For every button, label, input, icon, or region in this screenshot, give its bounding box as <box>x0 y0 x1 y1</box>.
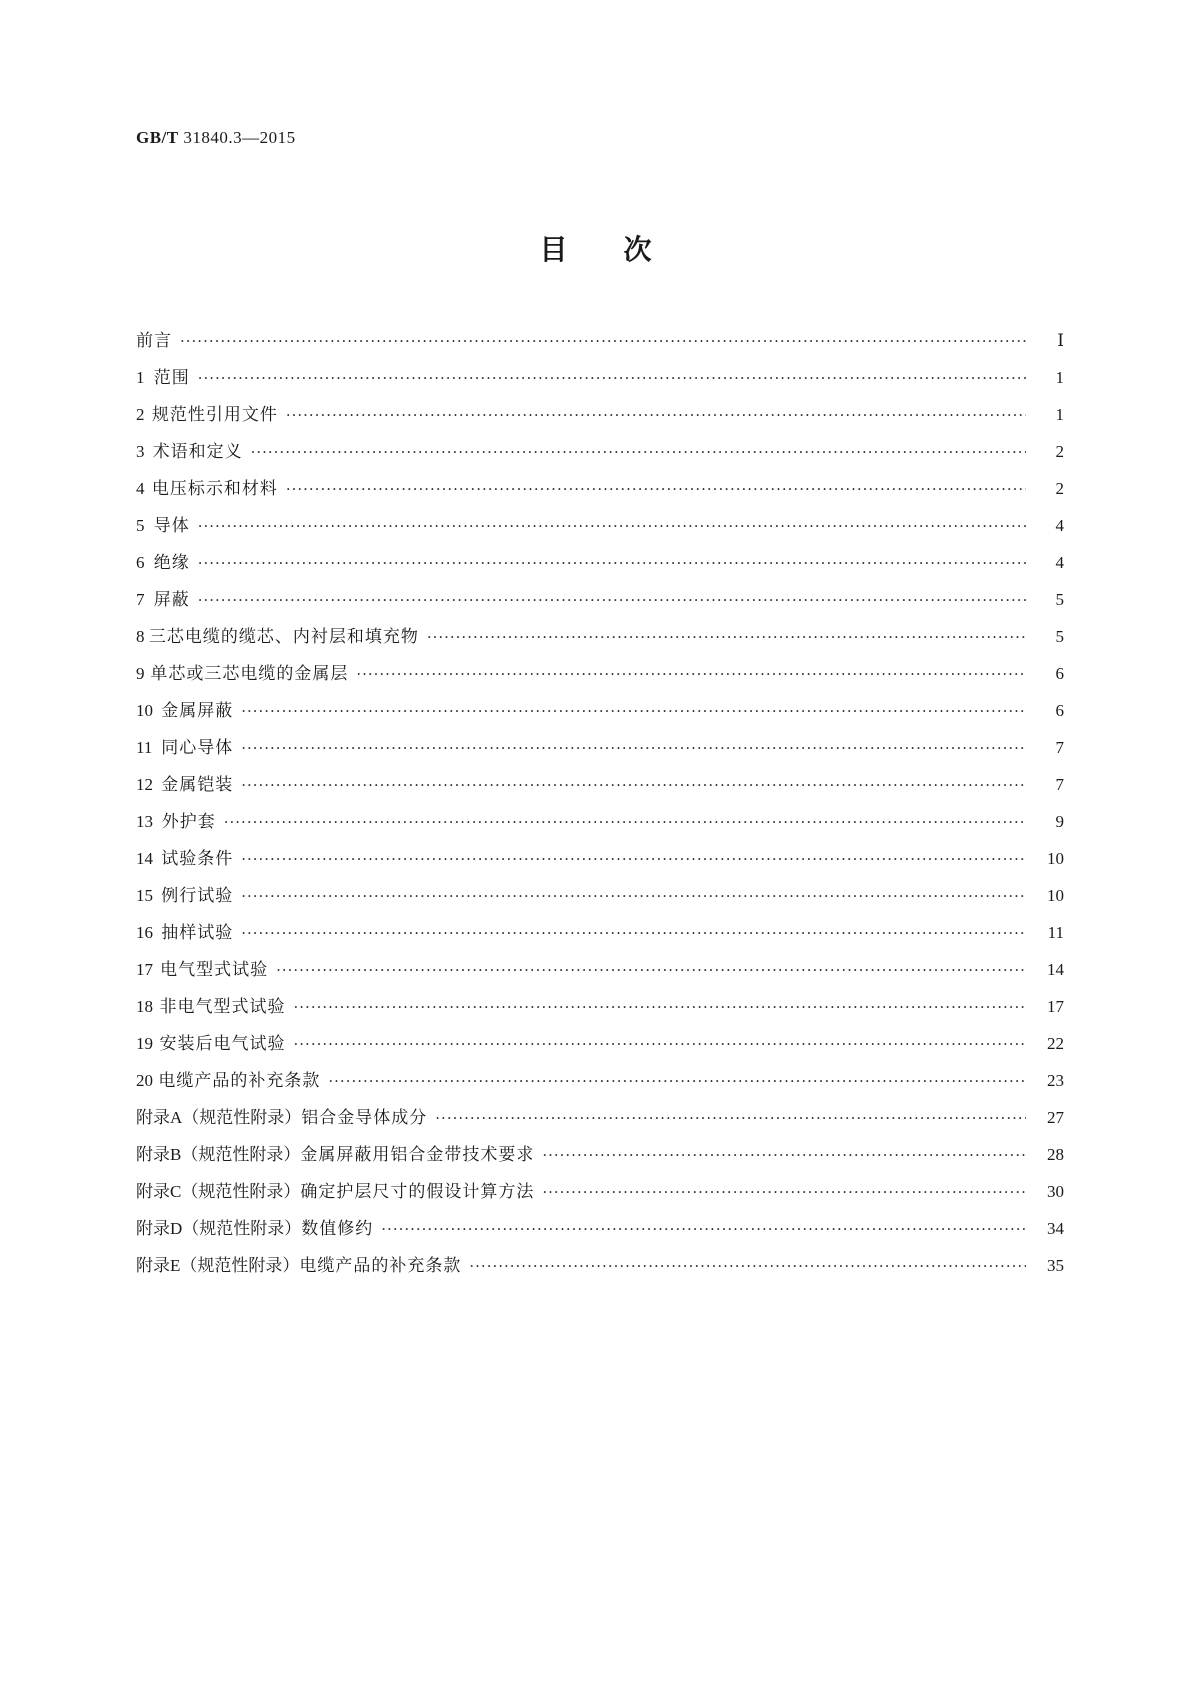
toc-entry[interactable] <box>136 844 1064 881</box>
toc-entry-title: 安装后电气试验 <box>159 1034 286 1054</box>
toc-entry-number: 18 <box>136 997 153 1016</box>
toc-entry-page: 7 <box>1055 738 1064 757</box>
toc-entry-title: 非电气型式试验 <box>159 997 286 1017</box>
toc-entry-number: 10 <box>136 701 153 720</box>
toc-entry-title: 例行试验 <box>161 886 234 906</box>
toc-entry-page: 1 <box>1055 405 1064 424</box>
toc-dot-leader <box>356 665 1026 683</box>
toc-entry[interactable] <box>136 1103 1064 1140</box>
toc-entry[interactable] <box>136 548 1064 585</box>
toc-entry-number: 15 <box>136 886 153 905</box>
toc-entry-number: 13 <box>136 812 153 831</box>
toc-entry-number: 6 <box>136 553 145 572</box>
toc-entry-page: 6 <box>1055 664 1064 683</box>
toc-entry-number: 17 <box>136 960 153 979</box>
toc-dot-leader <box>427 628 1026 646</box>
page-title: 目次 <box>539 233 708 266</box>
toc-dot-leader <box>224 813 1026 831</box>
toc-dot-leader <box>276 961 1026 979</box>
toc-entry-title: 屏蔽 <box>153 590 190 610</box>
toc-dot-leader <box>241 739 1026 757</box>
toc-dot-leader <box>542 1183 1026 1201</box>
toc-entry[interactable] <box>136 400 1064 437</box>
standard-number <box>136 128 296 148</box>
toc-entry-page: 30 <box>1047 1182 1064 1201</box>
toc-entry-number: 11 <box>136 738 153 757</box>
toc-entry-title: 电缆产品的补充条款 <box>299 1256 462 1276</box>
toc-entry[interactable] <box>136 437 1064 474</box>
toc-entry-title: 试验条件 <box>161 849 234 869</box>
toc-entry[interactable] <box>136 1214 1064 1251</box>
toc-entry-page: 4 <box>1055 516 1064 535</box>
toc-dot-leader <box>180 332 1026 350</box>
table-of-contents <box>136 326 1064 1288</box>
toc-entry-page: 1 <box>1055 368 1064 387</box>
toc-dot-leader <box>294 998 1026 1016</box>
toc-entry[interactable] <box>136 696 1064 733</box>
toc-entry-title: 三芯电缆的缆芯、内衬层和填充物 <box>148 627 419 647</box>
toc-entry[interactable] <box>136 955 1064 992</box>
toc-dot-leader <box>294 1035 1026 1053</box>
toc-entry[interactable] <box>136 992 1064 1029</box>
toc-entry-title: 抽样试验 <box>161 923 234 943</box>
toc-entry-title: 术语和定义 <box>152 442 243 462</box>
toc-entry[interactable] <box>136 807 1064 844</box>
toc-entry-title: 金属屏蔽用铝合金带技术要求 <box>300 1145 535 1165</box>
toc-entry-title: 电缆产品的补充条款 <box>158 1071 321 1091</box>
toc-entry-number: 12 <box>136 775 153 794</box>
toc-entry-page: 27 <box>1047 1108 1064 1127</box>
toc-dot-leader <box>328 1072 1026 1090</box>
toc-entry-number: 附录B（规范性附录） <box>136 1145 301 1164</box>
toc-entry-title: 导体 <box>153 516 190 536</box>
toc-entry[interactable] <box>136 474 1064 511</box>
toc-dot-leader <box>286 480 1026 498</box>
toc-entry-page: 5 <box>1055 627 1064 646</box>
toc-entry-number: 附录A（规范性附录） <box>136 1108 302 1127</box>
toc-entry-number: 8 <box>136 627 145 646</box>
toc-entry[interactable] <box>136 770 1064 807</box>
toc-entry-title: 金属屏蔽 <box>161 701 234 721</box>
toc-entry-page: 10 <box>1047 849 1064 868</box>
toc-dot-leader <box>251 443 1026 461</box>
toc-entry-number: 20 <box>136 1071 153 1090</box>
toc-entry-title: 数值修约 <box>301 1219 374 1239</box>
toc-dot-leader <box>469 1257 1026 1275</box>
toc-entry-title: 铝合金导体成分 <box>301 1108 428 1128</box>
toc-entry-page: 6 <box>1055 701 1064 720</box>
toc-entry-page: 5 <box>1055 590 1064 609</box>
toc-entry-page: 2 <box>1055 479 1064 498</box>
toc-dot-leader <box>381 1220 1026 1238</box>
toc-entry-page: 11 <box>1047 923 1064 942</box>
toc-dot-leader <box>542 1146 1026 1164</box>
toc-entry-page: 2 <box>1055 442 1064 461</box>
toc-entry-page: 14 <box>1047 960 1064 979</box>
toc-entry-number: 附录C（规范性附录） <box>136 1182 301 1201</box>
toc-dot-leader <box>241 850 1026 868</box>
toc-dot-leader <box>241 776 1026 794</box>
toc-entry-page: 10 <box>1047 886 1064 905</box>
toc-entry[interactable] <box>136 1066 1064 1103</box>
toc-entry-page: 17 <box>1047 997 1064 1016</box>
toc-entry-page: 9 <box>1055 812 1064 831</box>
toc-entry-number: 5 <box>136 516 145 535</box>
toc-entry[interactable] <box>136 326 1064 363</box>
toc-entry[interactable] <box>136 1251 1064 1288</box>
toc-entry-number: 3 <box>136 442 145 461</box>
toc-entry[interactable] <box>136 1177 1064 1214</box>
toc-dot-leader <box>198 369 1026 387</box>
toc-entry-page: 7 <box>1055 775 1064 794</box>
toc-entry-number: 附录D（规范性附录） <box>136 1219 302 1238</box>
toc-entry-number: 附录E（规范性附录） <box>136 1256 300 1275</box>
toc-entry-number: 16 <box>136 923 153 942</box>
toc-entry[interactable] <box>136 918 1064 955</box>
toc-entry-title: 绝缘 <box>153 553 190 573</box>
toc-entry-number: 4 <box>136 479 145 498</box>
toc-entry-title: 范围 <box>153 368 190 388</box>
toc-entry-number: 14 <box>136 849 153 868</box>
toc-dot-leader <box>241 702 1026 720</box>
toc-entry[interactable] <box>136 881 1064 918</box>
toc-dot-leader <box>198 517 1026 535</box>
toc-entry[interactable] <box>136 622 1064 659</box>
toc-entry-title: 单芯或三芯电缆的金属层 <box>150 664 349 684</box>
toc-entry-title: 同心导体 <box>161 738 234 758</box>
toc-entry-title: 规范性引用文件 <box>151 405 278 425</box>
toc-entry-title: 金属铠装 <box>161 775 234 795</box>
toc-entry-title: 确定护层尺寸的假设计算方法 <box>300 1182 535 1202</box>
toc-dot-leader <box>241 887 1026 905</box>
toc-entry[interactable] <box>136 1140 1064 1177</box>
toc-dot-leader <box>435 1109 1026 1127</box>
toc-entry-title: 外护套 <box>161 812 216 832</box>
toc-entry-page: 34 <box>1047 1219 1064 1238</box>
toc-entry[interactable] <box>136 585 1064 622</box>
toc-entry-number: 9 <box>136 664 145 683</box>
toc-entry-page: Ⅰ <box>1057 331 1064 350</box>
standard-code: 31840.3—2015 <box>183 128 296 147</box>
toc-entry-number: 2 <box>136 405 145 424</box>
toc-entry[interactable] <box>136 363 1064 400</box>
toc-entry-page: 22 <box>1047 1034 1064 1053</box>
toc-entry-page: 4 <box>1055 553 1064 572</box>
toc-entry-title: 前言 <box>136 331 172 351</box>
standard-prefix: GB/T <box>136 128 179 147</box>
toc-entry-number: 19 <box>136 1034 153 1053</box>
toc-dot-leader <box>198 554 1026 572</box>
toc-dot-leader <box>241 924 1026 942</box>
toc-dot-leader <box>198 591 1026 609</box>
toc-entry-number: 1 <box>136 368 145 387</box>
toc-entry-page: 28 <box>1047 1145 1064 1164</box>
toc-entry[interactable] <box>136 733 1064 770</box>
toc-dot-leader <box>286 406 1026 424</box>
toc-entry-title: 电气型式试验 <box>160 960 269 980</box>
toc-entry[interactable] <box>136 511 1064 548</box>
toc-entry[interactable] <box>136 659 1064 696</box>
toc-entry-number: 7 <box>136 590 145 609</box>
toc-entry-title: 电压标示和材料 <box>151 479 278 499</box>
toc-entry[interactable] <box>136 1029 1064 1066</box>
toc-entry-page: 35 <box>1047 1256 1064 1275</box>
toc-entry-page: 23 <box>1047 1071 1064 1090</box>
